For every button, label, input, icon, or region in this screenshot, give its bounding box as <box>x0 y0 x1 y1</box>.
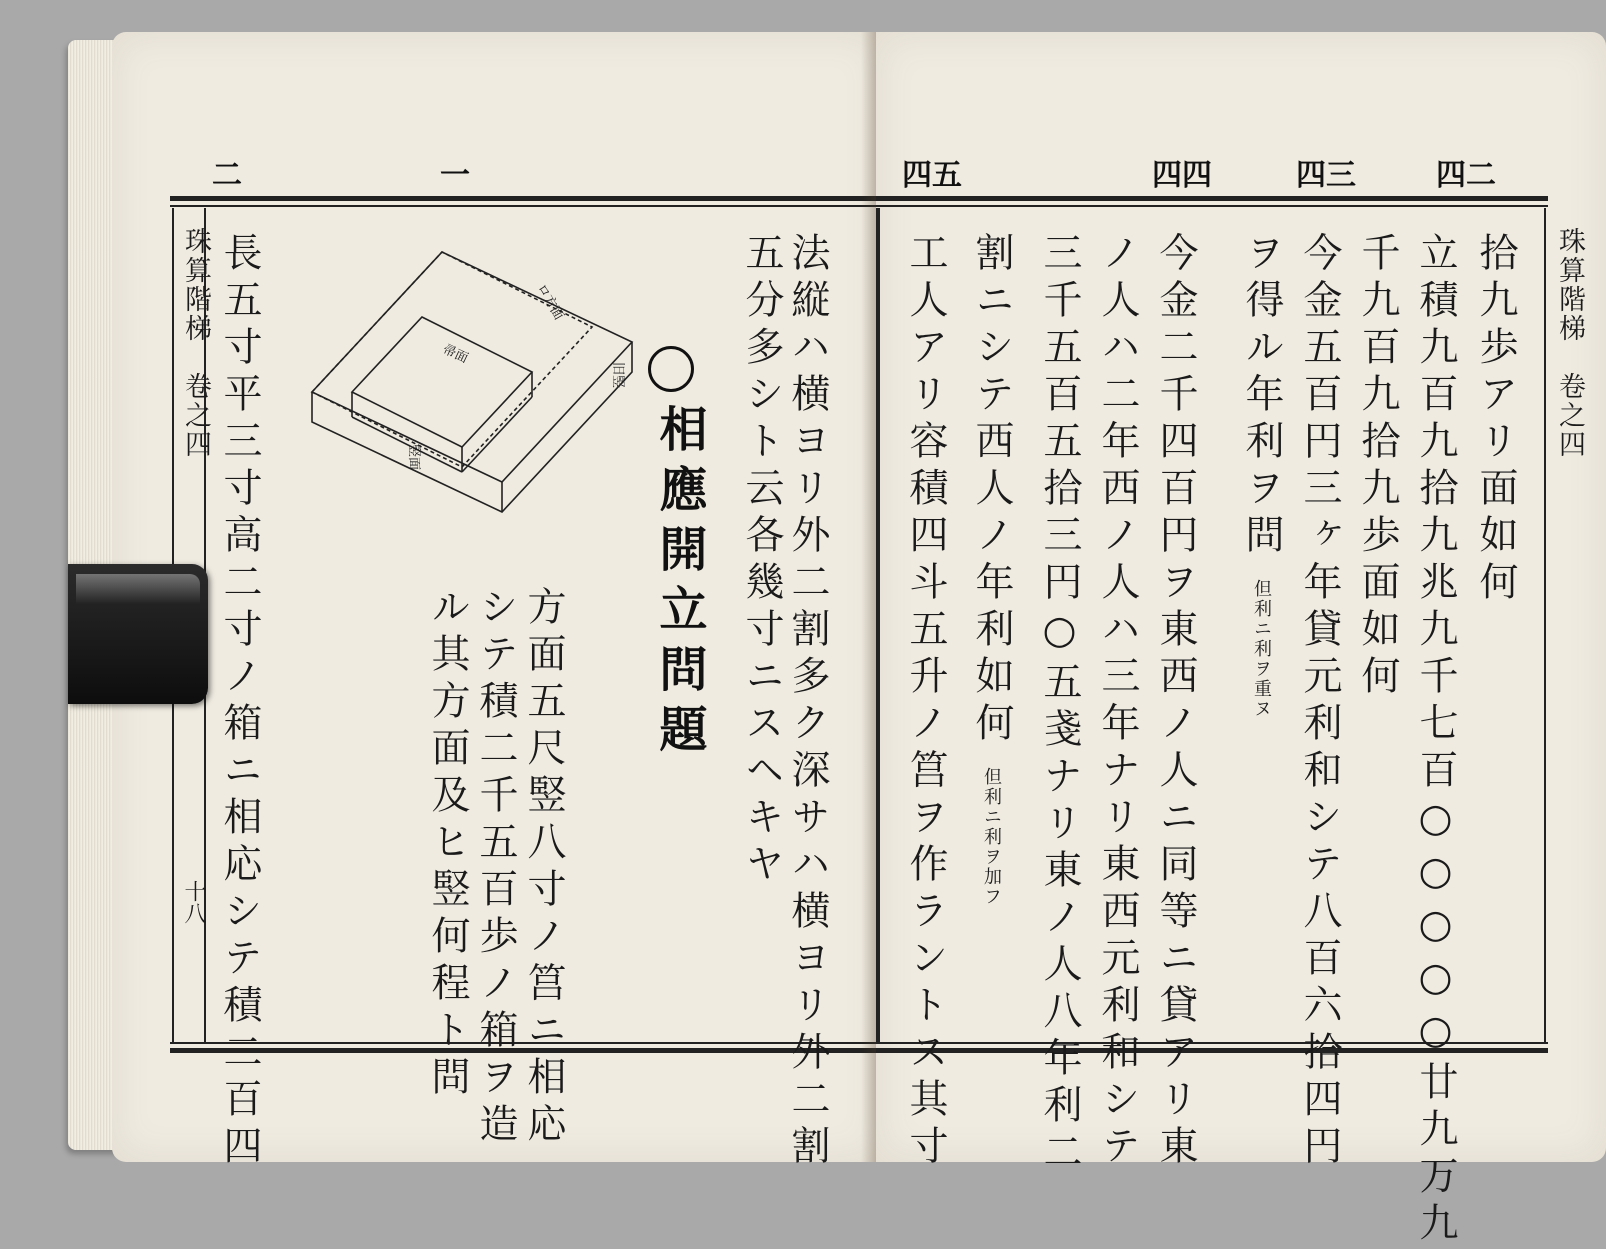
left-page <box>112 32 882 1172</box>
right-top-number-4: 四五 <box>902 158 962 193</box>
right-column-4: 今金五百円三ヶ年貸元利和シテ八百六拾四円 <box>1297 232 1342 1172</box>
left-margin-title: 珠算階梯 卷之四 <box>180 227 211 459</box>
diagram-label-2: 帚面 <box>440 342 471 367</box>
right-column-5-text: ヲ得ル年利ヲ問 <box>1239 232 1284 561</box>
right-top-number-2: 四三 <box>1296 158 1356 193</box>
section-heading: 相應開立問題 <box>651 404 707 764</box>
right-column-2: 立積九百九拾九兆九千七百○○○○○廿九万九 <box>1413 232 1458 1249</box>
diagram-label-3: 旧竪 <box>610 362 625 389</box>
right-column-9 <box>969 232 1014 907</box>
right-column-1: 拾九歩アリ面如何 <box>1473 232 1518 608</box>
right-column-5 <box>1239 232 1284 719</box>
right-top-number-3: 四四 <box>1152 158 1212 193</box>
left-top-rule <box>170 196 878 201</box>
left-top-number-2: 一 <box>440 158 470 193</box>
right-top-number-1: 四二 <box>1436 158 1496 193</box>
left-column-3: 方面五尺竪八寸ノ筥ニ相応 <box>521 586 566 1150</box>
left-column-4: シテ積二千五百歩ノ箱ヲ造 <box>473 586 518 1150</box>
left-top-rule-thin <box>170 205 878 207</box>
left-column-5: ル其方面及ヒ竪何程ト問 <box>425 586 470 1103</box>
right-column-10: 工人アリ容積四斗五升ノ筥ヲ作ラントス其寸 <box>903 232 948 1172</box>
right-margin-title: 珠算階梯 卷之四 <box>1554 227 1585 459</box>
box-diagram <box>292 232 625 562</box>
right-frame-left <box>876 208 880 1042</box>
left-column-2: 五分多シト云各幾寸ニスヘキヤ <box>739 232 784 890</box>
left-column-6: 長五寸平三寸高二寸ノ箱ニ相応シテ積二百四 <box>217 232 262 1172</box>
diagram-label-1: ロ方面 <box>533 281 567 323</box>
right-column-6: 今金二千四百円ヲ東西ノ人ニ同等ニ貸アリ東 <box>1153 232 1198 1172</box>
right-column-3: 千九百九拾九歩面如何 <box>1355 232 1400 702</box>
right-page <box>876 32 1606 1249</box>
left-column-1: 法縦ハ横ヨリ外二割多ク深サハ横ヨリ外二割 <box>785 232 830 1172</box>
section-circle-mark <box>648 346 694 392</box>
right-column-5-note: 但利ニ利ヲ重ヌ <box>1251 579 1272 719</box>
box-outer-top <box>312 252 632 482</box>
right-column-8: 三千五百五拾三円○五戔ナリ東ノ人八年利二 <box>1037 232 1082 1178</box>
right-column-9-text: 割ニシテ西人ノ年利如何 <box>969 232 1014 749</box>
right-column-7: ノ人ハ二年西ノ人ハ三年ナリ東西元利和シテ <box>1095 232 1140 1172</box>
left-top-number-1: 二 <box>212 158 242 193</box>
right-column-9-note: 但利ニ利ヲ加フ <box>981 767 1002 907</box>
book-spread <box>68 22 1585 1249</box>
left-folio: 十八 <box>181 880 206 924</box>
right-margin-rule <box>1544 208 1546 1042</box>
diagram-label-4: 竪面 <box>406 444 421 471</box>
right-top-rule <box>876 196 1548 201</box>
binder-clip <box>68 564 208 704</box>
right-top-rule-thin <box>876 205 1548 207</box>
